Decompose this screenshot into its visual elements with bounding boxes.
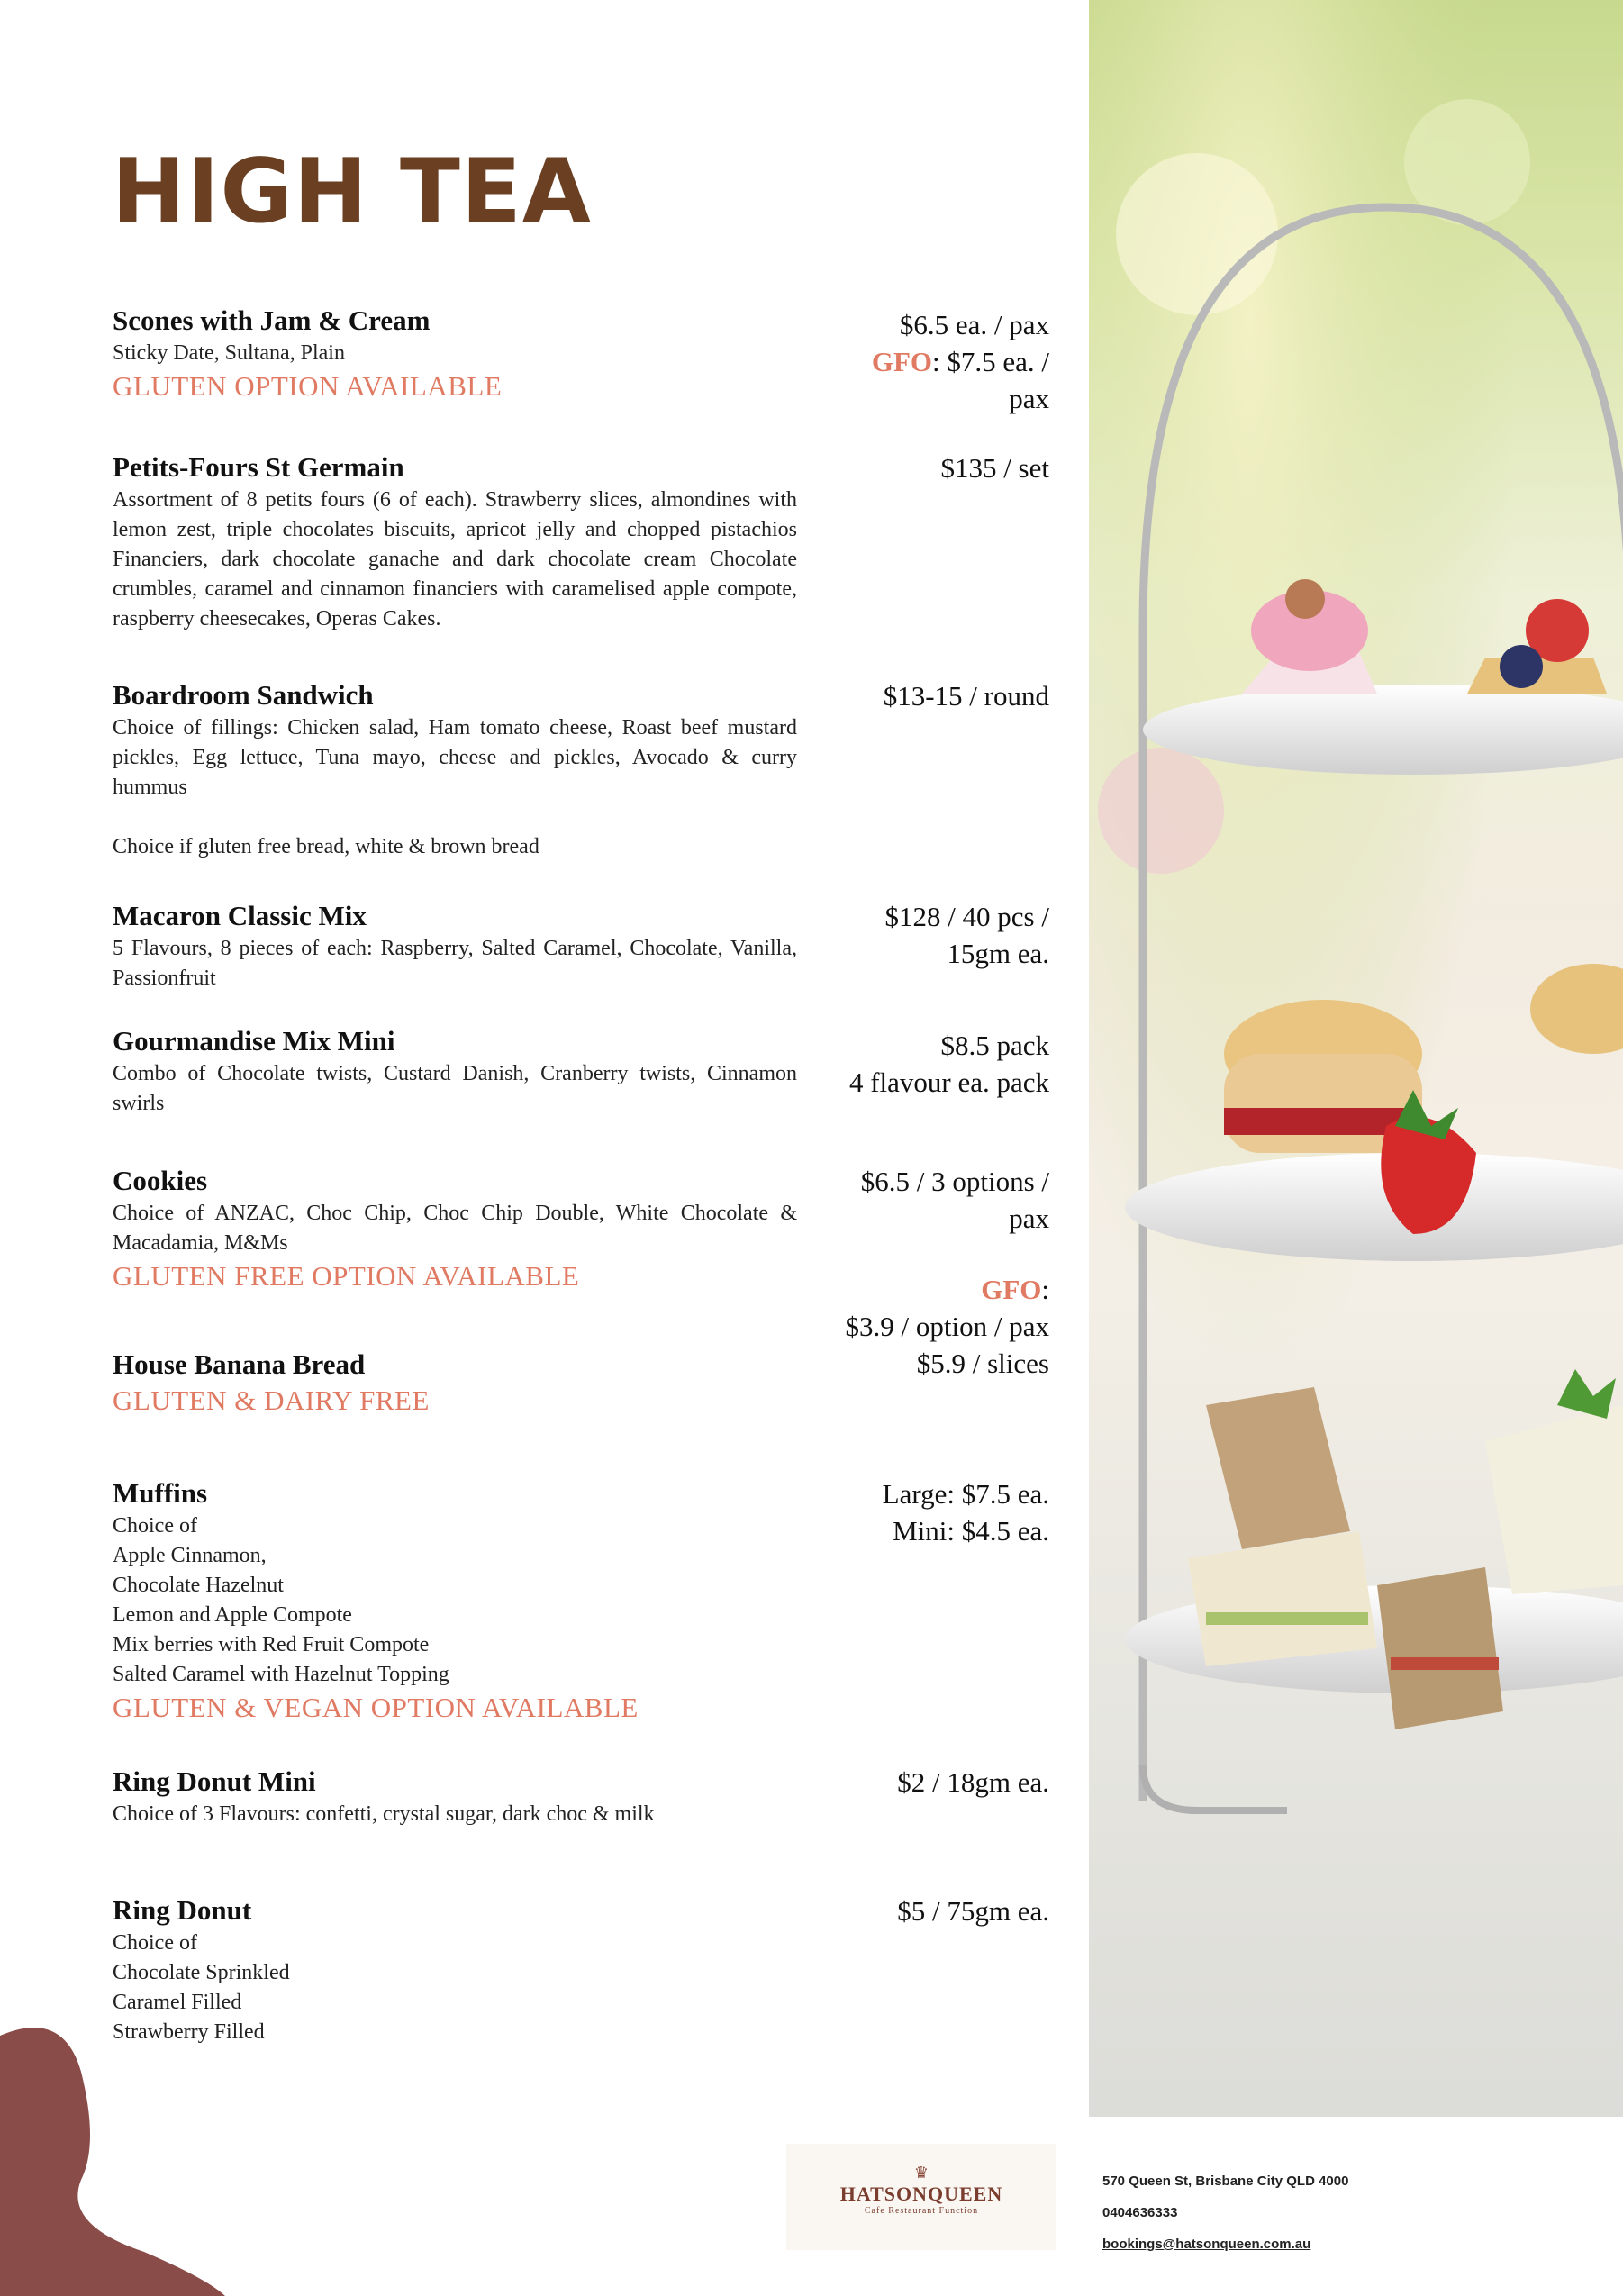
item-name: Gourmandise Mix Mini [113,1025,395,1057]
decorative-blob [0,2018,234,2296]
price-line: $6.5 / 3 options / [860,1166,1049,1197]
address: 570 Queen St, Brisbane City QLD 4000 [1102,2173,1349,2189]
option-line: Chocolate Sprinkled [113,1961,290,1984]
brand-name: HATSONQUEEN [839,2183,1003,2205]
item-options [113,1928,1049,2047]
item-description: Sticky Date, Sultana, Plain [113,341,345,365]
price-line: $6.5 ea. / pax [899,309,1049,340]
high-tea-stand-photo [1089,0,1623,2117]
option-line: Choice of [113,1931,197,1955]
gfo-label: GFO [871,346,932,377]
option-line: Salted Caramel with Hazelnut Topping [113,1663,449,1686]
price-macaron [884,898,1049,972]
item-description: 5 Flavours, 8 pieces of each: Raspberry, Salted Caramel, Chocolate, Vanilla, Passionfruit [113,937,797,990]
price-ring-donut: $5 / 75gm ea. [897,1895,1049,1927]
price-line: 15gm ea. [947,938,1049,969]
phone: 0404636333 [1102,2205,1178,2220]
gfo-label: GFO [981,1274,1042,1305]
menu-item-petits-fours [113,449,1049,634]
item-description: Assortment of 8 petits fours (6 of each). Strawberry slices, almondines with lemon zest, triple chocolates biscuits, apricot jelly and chopped pistachios Financiers, dark chocolate ganache and dark chocolate cream Chocolate crumbles, caramel and cinnamon financiers with caramelised apple compote, raspberry cheesecakes, Operas Cakes. [113,488,797,631]
brand-logo [786,2144,1056,2250]
contact-info [1102,2165,1348,2260]
option-line: Apple Cinnamon, [113,1544,267,1567]
item-description: Combo of Chocolate twists, Custard Danish, Cranberry twists, Cinnamon swirls [113,1062,797,1115]
price-line: pax [1009,383,1049,414]
item-name: Petits-Fours St Germain [113,451,404,483]
item-name: Muffins [113,1477,208,1509]
email-link[interactable]: bookings@hatsonqueen.com.au [1102,2237,1311,2252]
price-ring-donut-mini: $2 / 18gm ea. [897,1766,1049,1798]
option-line: Caramel Filled [113,1991,242,2014]
price-line: Mini: $4.5 ea. [893,1515,1049,1547]
item-name: Ring Donut [113,1894,252,1926]
option-line: Mix berries with Red Fruit Compote [113,1633,430,1656]
price-line: 4 flavour ea. pack [848,1066,1049,1098]
price-line: Large: $7.5 ea. [882,1478,1049,1510]
item-name: Scones with Jam & Cream [113,304,431,336]
item-dietary-note: GLUTEN OPTION AVAILABLE [113,370,503,402]
price-line: $3.9 / option / pax [845,1311,1049,1342]
gfo-price: : $7.5 ea. / [932,346,1049,377]
item-name: Macaron Classic Mix [113,900,367,931]
price-petits-fours: $135 / set [940,452,1049,484]
item-name: House Banana Bread [113,1348,366,1380]
menu-item-banana-bread [113,1347,1049,1419]
brand-tagline: Cafe Restaurant Function [864,2206,979,2216]
price-boardroom-sandwich: $13-15 / round [883,680,1049,712]
gfo-colon: : [1041,1274,1049,1305]
price-line: $128 / 40 pcs / [884,901,1049,932]
crown-icon: ♛ [913,2164,929,2182]
option-line: Strawberry Filled [113,2020,265,2044]
option-line: Choice of [113,1514,197,1538]
price-scones [872,306,1049,417]
item-dietary-note: GLUTEN & DAIRY FREE [113,1384,430,1416]
item-name: Ring Donut Mini [113,1765,316,1797]
item-name: Cookies [113,1165,208,1196]
price-gourmandise [849,1027,1049,1101]
price-line: $5.9 / slices [916,1348,1049,1379]
option-line: Lemon and Apple Compote [113,1603,352,1627]
price-line-gfo [846,1271,1049,1308]
item-description: Choice of fillings: Chicken salad, Ham tomato cheese, Roast beef mustard pickles, Egg lettuce, Tuna mayo, cheese and pickles, Avocado & curry hummus [113,716,797,799]
option-line: Chocolate Hazelnut [113,1574,284,1597]
price-line: $8.5 pack [940,1030,1049,1061]
item-description: Choice of 3 Flavours: confetti, crystal sugar, dark choc & milk [113,1802,655,1826]
item-description-extra: Choice if gluten free bread, white & brown bread [113,835,539,858]
page-title: HIGH TEA [112,141,592,243]
price-line: pax [1009,1202,1049,1234]
item-dietary-note: GLUTEN FREE OPTION AVAILABLE [113,1260,580,1292]
item-description: Choice of ANZAC, Choc Chip, Choc Chip Double, White Chocolate & Macadamia, M&Ms [113,1202,797,1255]
item-dietary-note: GLUTEN & VEGAN OPTION AVAILABLE [113,1692,639,1723]
price-muffins [883,1475,1049,1549]
price-line-gfo [872,343,1049,380]
item-name: Boardroom Sandwich [113,679,374,711]
